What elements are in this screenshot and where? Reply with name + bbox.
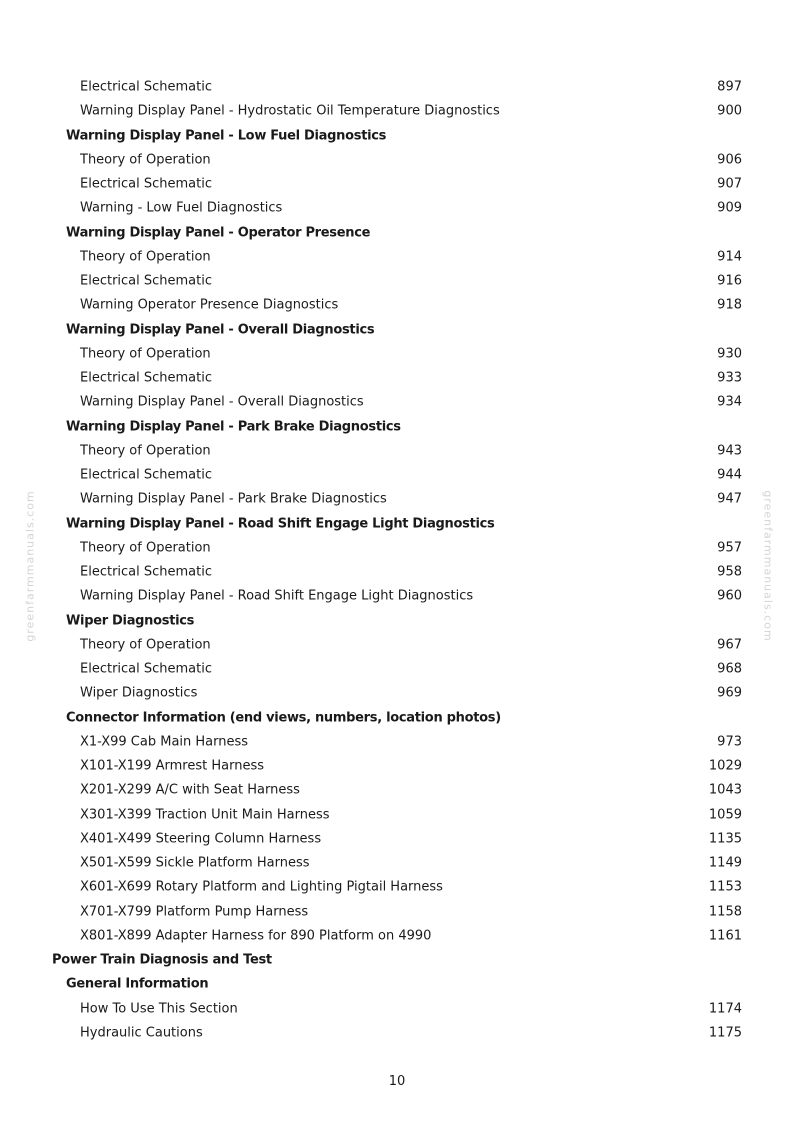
toc-entry-page: 900 [717,103,742,119]
toc-entry-title: Connector Information (end views, numbers, location photos) [66,710,501,726]
toc-entry[interactable] [0,803,794,827]
toc-entry-page: 1153 [708,879,742,895]
toc-entry[interactable] [0,851,794,875]
toc-entry-page: 944 [717,467,742,483]
toc-section-heading [0,512,794,536]
toc-entry[interactable] [0,924,794,948]
toc-entry-page: 1174 [708,1001,742,1017]
toc-entry-title: Warning Display Panel - Overall Diagnostics [66,322,375,338]
toc-entry-title: X701-X799 Platform Pump Harness [80,904,309,920]
toc-entry-page: 930 [717,346,742,362]
toc-entry-title: Wiper Diagnostics [66,613,195,629]
toc-entry-title: Warning Display Panel - Road Shift Engage Light Diagnostics [66,516,495,532]
toc-entry-title: X601-X699 Rotary Platform and Lighting Pigtail Harness [80,879,443,895]
toc-entry-title: Electrical Schematic [80,564,213,580]
toc-entry-page: 907 [717,176,742,192]
toc-entry-title: Wiper Diagnostics [80,685,198,701]
toc-entry-title: Warning Display Panel - Road Shift Engage Light Diagnostics [80,588,474,604]
toc-entry-title: Warning Display Panel - Overall Diagnostics [80,394,364,410]
toc-entry-page: 968 [717,661,742,677]
toc-entry-title: Hydraulic Cautions [80,1025,203,1041]
toc-entry[interactable] [0,778,794,802]
toc-entry-title: Theory of Operation [80,443,211,459]
toc-entry-title: Warning Display Panel - Low Fuel Diagnostics [66,128,387,144]
toc-entry-page: 1161 [708,928,742,944]
toc-entry[interactable] [0,75,794,99]
toc-entry-page: 969 [717,685,742,701]
toc-entry-title: Warning - Low Fuel Diagnostics [80,200,283,216]
toc-entry[interactable] [0,997,794,1021]
toc-entry[interactable] [0,681,794,705]
toc-entry-page: 1029 [708,758,742,774]
toc-entry-title: Theory of Operation [80,249,211,265]
toc-entry-page: 916 [717,273,742,289]
page-number: 10 [388,1074,406,1089]
toc-section-heading [0,706,794,730]
toc-entry[interactable] [0,99,794,123]
toc-entry[interactable] [0,900,794,924]
toc-entry-page: 957 [717,540,742,556]
toc-entry[interactable] [0,584,794,608]
toc-entry-page: 1149 [708,855,742,871]
toc-section-heading [0,415,794,439]
toc-entry-title: Electrical Schematic [80,370,213,386]
toc-entry-title: Electrical Schematic [80,661,213,677]
toc-entry-page: 909 [717,200,742,216]
toc-entry-page: 947 [717,491,742,507]
toc-entry-title: Warning Operator Presence Diagnostics [80,297,339,313]
toc-entry-title: X501-X599 Sickle Platform Harness [80,855,310,871]
toc-entry[interactable] [0,754,794,778]
watermark-right: greenfarmmanuals.com [761,490,775,642]
toc-section-heading [0,318,794,342]
toc-entry[interactable] [0,463,794,487]
toc-entry-page: 906 [717,152,742,168]
toc-entry[interactable] [0,269,794,293]
toc-entry[interactable] [0,1021,794,1045]
toc-entry-page: 934 [717,394,742,410]
toc-entry-page: 914 [717,249,742,265]
toc-entry-title: Electrical Schematic [80,467,213,483]
toc-entry-title: Electrical Schematic [80,79,213,95]
toc-entry-title: X101-X199 Armrest Harness [80,758,264,774]
toc-entry[interactable] [0,293,794,317]
toc-entry[interactable] [0,342,794,366]
toc-entry[interactable] [0,730,794,754]
toc-entry-page: 943 [717,443,742,459]
toc-section-heading [0,948,794,972]
toc-entry-title: Warning Display Panel - Hydrostatic Oil Temperature Diagnostics [80,103,500,119]
toc-entry[interactable] [0,633,794,657]
toc-section-heading [0,972,794,996]
toc-entry[interactable] [0,172,794,196]
toc-section-heading [0,221,794,245]
toc-entry-page: 960 [717,588,742,604]
toc-entry[interactable] [0,657,794,681]
toc-entry[interactable] [0,827,794,851]
toc-entry-title: Theory of Operation [80,152,211,168]
toc-entry-page: 958 [717,564,742,580]
toc-entry-title: Electrical Schematic [80,273,213,289]
toc-entry[interactable] [0,148,794,172]
toc-entry[interactable] [0,245,794,269]
watermark-left: greenfarmmanuals.com [23,490,37,642]
toc-entry-page: 967 [717,637,742,653]
toc-entry[interactable] [0,560,794,584]
toc-entry-title: X801-X899 Adapter Harness for 890 Platform on 4990 [80,928,432,944]
toc-entry-page: 1059 [708,807,742,823]
toc-entry-title: X1-X99 Cab Main Harness [80,734,249,750]
toc-entry-page: 973 [717,734,742,750]
table-of-contents [0,75,794,1045]
toc-entry-title: Theory of Operation [80,637,211,653]
toc-entry-title: Warning Display Panel - Park Brake Diagnostics [66,419,401,435]
toc-entry-page: 918 [717,297,742,313]
toc-entry-title: Electrical Schematic [80,176,213,192]
toc-entry-title: Warning Display Panel - Park Brake Diagnostics [80,491,387,507]
toc-entry-page: 1158 [708,904,742,920]
toc-entry-title: Warning Display Panel - Operator Presence [66,225,371,241]
toc-entry-title: Theory of Operation [80,540,211,556]
toc-entry-title: X201-X299 A/C with Seat Harness [80,782,300,798]
toc-entry[interactable] [0,196,794,220]
toc-entry[interactable] [0,439,794,463]
toc-entry[interactable] [0,536,794,560]
toc-entry[interactable] [0,390,794,414]
toc-entry-title: General Information [66,976,209,992]
toc-entry[interactable] [0,487,794,511]
toc-section-heading [0,609,794,633]
toc-entry-page: 1135 [708,831,742,847]
toc-entry-page: 1043 [708,782,742,798]
toc-entry-page: 933 [717,370,742,386]
toc-entry-page: 1175 [708,1025,742,1041]
toc-entry[interactable] [0,366,794,390]
toc-entry-page: 897 [717,79,742,95]
toc-entry-title: X401-X499 Steering Column Harness [80,831,322,847]
toc-section-heading [0,124,794,148]
toc-entry[interactable] [0,875,794,899]
toc-entry-title: Theory of Operation [80,346,211,362]
toc-entry-title: Power Train Diagnosis and Test [52,952,272,968]
toc-entry-title: X301-X399 Traction Unit Main Harness [80,807,330,823]
toc-entry-title: How To Use This Section [80,1001,238,1017]
